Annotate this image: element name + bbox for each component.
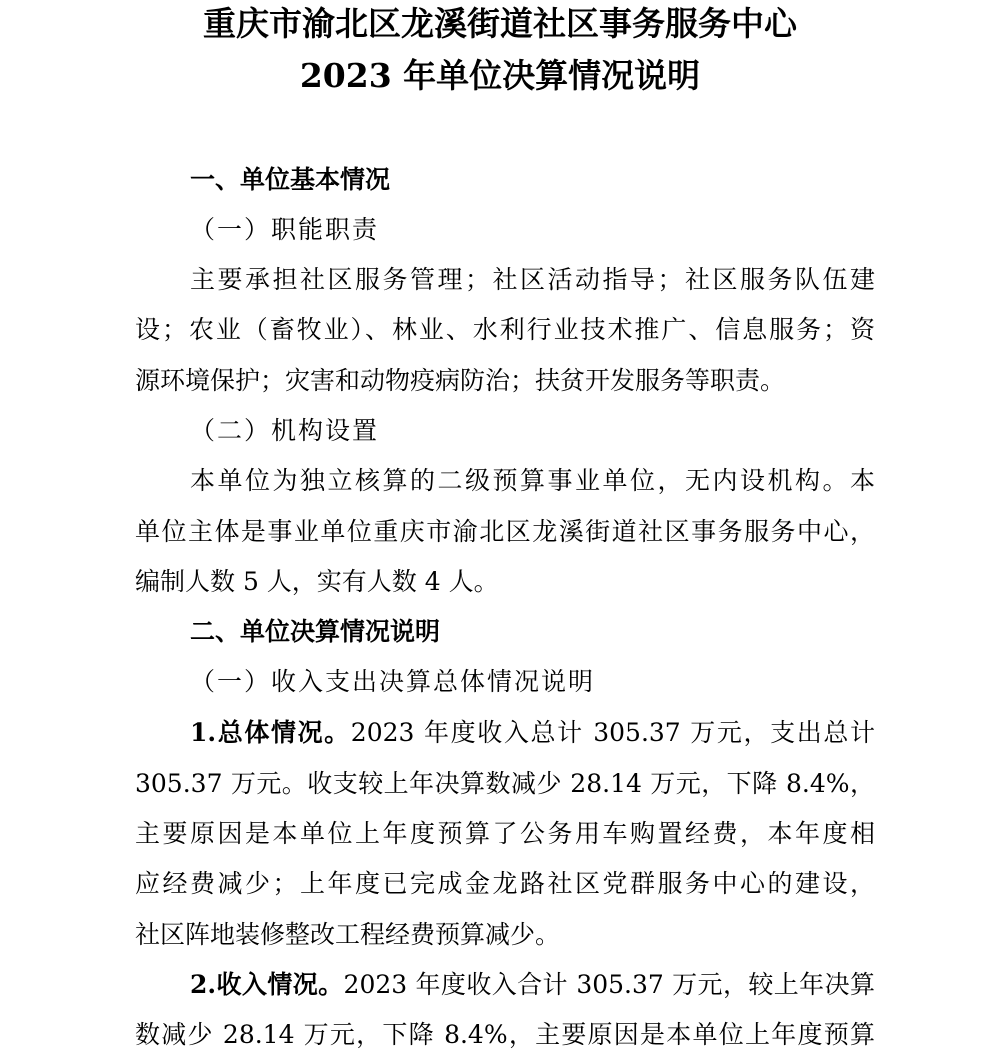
paragraph-line: 单位主体是事业单位重庆市渝北区龙溪街道社区事务服务中心， [135, 517, 875, 546]
document-title-line-2: 2023 年单位决算情况说明 [299, 56, 701, 95]
paragraph-line: 设；农业（畜牧业）、林业、水利行业技术推广、信息服务；资 [135, 315, 875, 344]
paragraph-line: 源环境保护；灾害和动物疫病防治；扶贫开发服务等职责。 [135, 366, 786, 395]
paragraph-text: 2023 年度收入合计 305.37 万元，较上年决算 [343, 970, 875, 999]
paragraph-line: 应经费减少；上年度已完成金龙路社区党群服务中心的建设， [135, 869, 875, 898]
paragraph-line: 主要原因是本单位上年度预算了公务用车购置经费，本年度相 [135, 819, 875, 848]
paragraph-line: 数减少 28.14 万元，下降 8.4%，主要原因是本单位上年度预算 [135, 1020, 875, 1049]
paragraph-line: 编制人数 5 人，实有人数 4 人。 [135, 567, 499, 596]
paragraph-line: 本单位为独立核算的二级预算事业单位，无内设机构。本 [190, 466, 875, 495]
paragraph-line: 305.37 万元。收支较上年决算数减少 28.14 万元，下降 8.4%， [135, 769, 875, 798]
paragraph-lead: 2.收入情况。 [190, 970, 344, 999]
paragraph-line [190, 716, 875, 750]
section-heading-basic-info: 一、单位基本情况 [190, 165, 391, 194]
section-heading-final-accounts: 二、单位决算情况说明 [190, 617, 441, 646]
subsection-heading-organization: （二）机构设置 [190, 416, 380, 445]
paragraph-line: 主要承担社区服务管理；社区活动指导；社区服务队伍建 [190, 265, 875, 294]
paragraph-line: 社区阵地装修整改工程经费预算减少。 [135, 920, 561, 949]
subsection-heading-functions: （一）职能职责 [190, 215, 380, 244]
subsection-heading-income-expense: （一）收入支出决算总体情况说明 [190, 667, 596, 696]
paragraph-lead: 1.总体情况。 [190, 718, 351, 747]
document-title-line-1: 重庆市渝北区龙溪街道社区事务服务中心 [203, 4, 797, 43]
paragraph-text: 2023 年度收入总计 305.37 万元，支出总计 [350, 718, 875, 747]
paragraph-line [190, 968, 875, 1002]
